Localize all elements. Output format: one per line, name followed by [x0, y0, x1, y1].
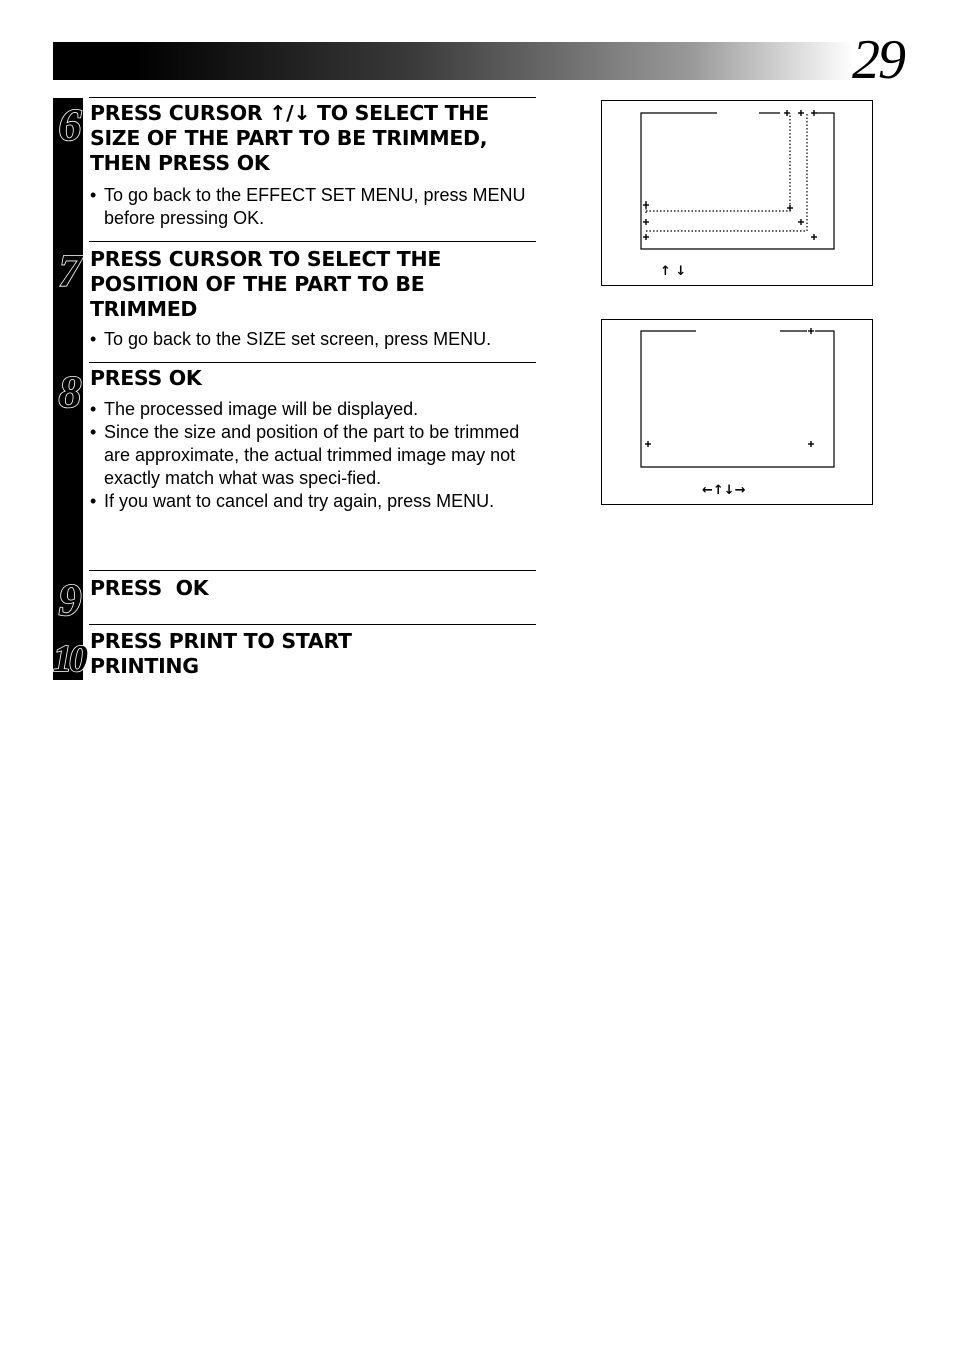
- heading-line: PRESS OK: [90, 366, 202, 390]
- step-heading: [90, 366, 530, 391]
- note-item: • Since the size and position of the part to be trimmed are approximate, the actual trimmed image may not exactly match what was speci-fied.: [90, 421, 530, 490]
- note-item: • To go back to the SIZE set screen, press MENU.: [90, 328, 530, 351]
- heading-line: THEN PRESS OK: [90, 151, 270, 175]
- heading-line: PRESS CURSOR TO SELECT THE: [90, 247, 442, 271]
- step-notes: [90, 398, 530, 513]
- step-heading: [90, 247, 530, 322]
- step-number: 6: [58, 99, 82, 150]
- heading-line: POSITION OF THE PART TO BE: [90, 272, 425, 296]
- step-number: 8: [58, 366, 82, 417]
- step-divider: [89, 362, 536, 363]
- step-heading: [90, 101, 530, 176]
- note-item: • To go back to the EFFECT SET MENU, press MENU before pressing OK.: [90, 184, 530, 230]
- note-item: • If you want to cancel and try again, press MENU.: [90, 490, 530, 513]
- step-divider: [89, 624, 536, 625]
- step-notes: [90, 328, 530, 351]
- step-divider: [89, 241, 536, 242]
- four-way-arrow-icon: ←↑↓→: [702, 483, 746, 498]
- heading-line: PRESS OK: [90, 576, 209, 600]
- step-number: 7: [58, 245, 82, 296]
- step-divider: [89, 97, 536, 98]
- step-divider: [89, 570, 536, 571]
- heading-line: TRIMMED: [90, 297, 198, 321]
- trim-position-screen: [601, 319, 873, 505]
- step-number: 9: [58, 574, 82, 625]
- up-down-arrow-icon: ↑ ↓: [660, 264, 687, 279]
- heading-line: PRINTING: [90, 654, 199, 678]
- heading-line: PRESS CURSOR ↑/↓ TO SELECT THE: [90, 101, 489, 125]
- trim-size-diagram: [602, 101, 872, 285]
- page-number: 29: [852, 29, 904, 91]
- step-heading: [90, 576, 530, 601]
- heading-line: PRESS PRINT TO START: [90, 629, 352, 653]
- note-item: • The processed image will be displayed.: [90, 398, 530, 421]
- step-notes: [90, 184, 530, 230]
- heading-line: SIZE OF THE PART TO BE TRIMMED,: [90, 126, 488, 150]
- header-bar: [53, 42, 853, 80]
- trim-size-screen: [601, 100, 873, 286]
- trim-position-diagram: [602, 320, 872, 504]
- step-heading: [90, 629, 530, 679]
- step-number: 10: [53, 638, 85, 680]
